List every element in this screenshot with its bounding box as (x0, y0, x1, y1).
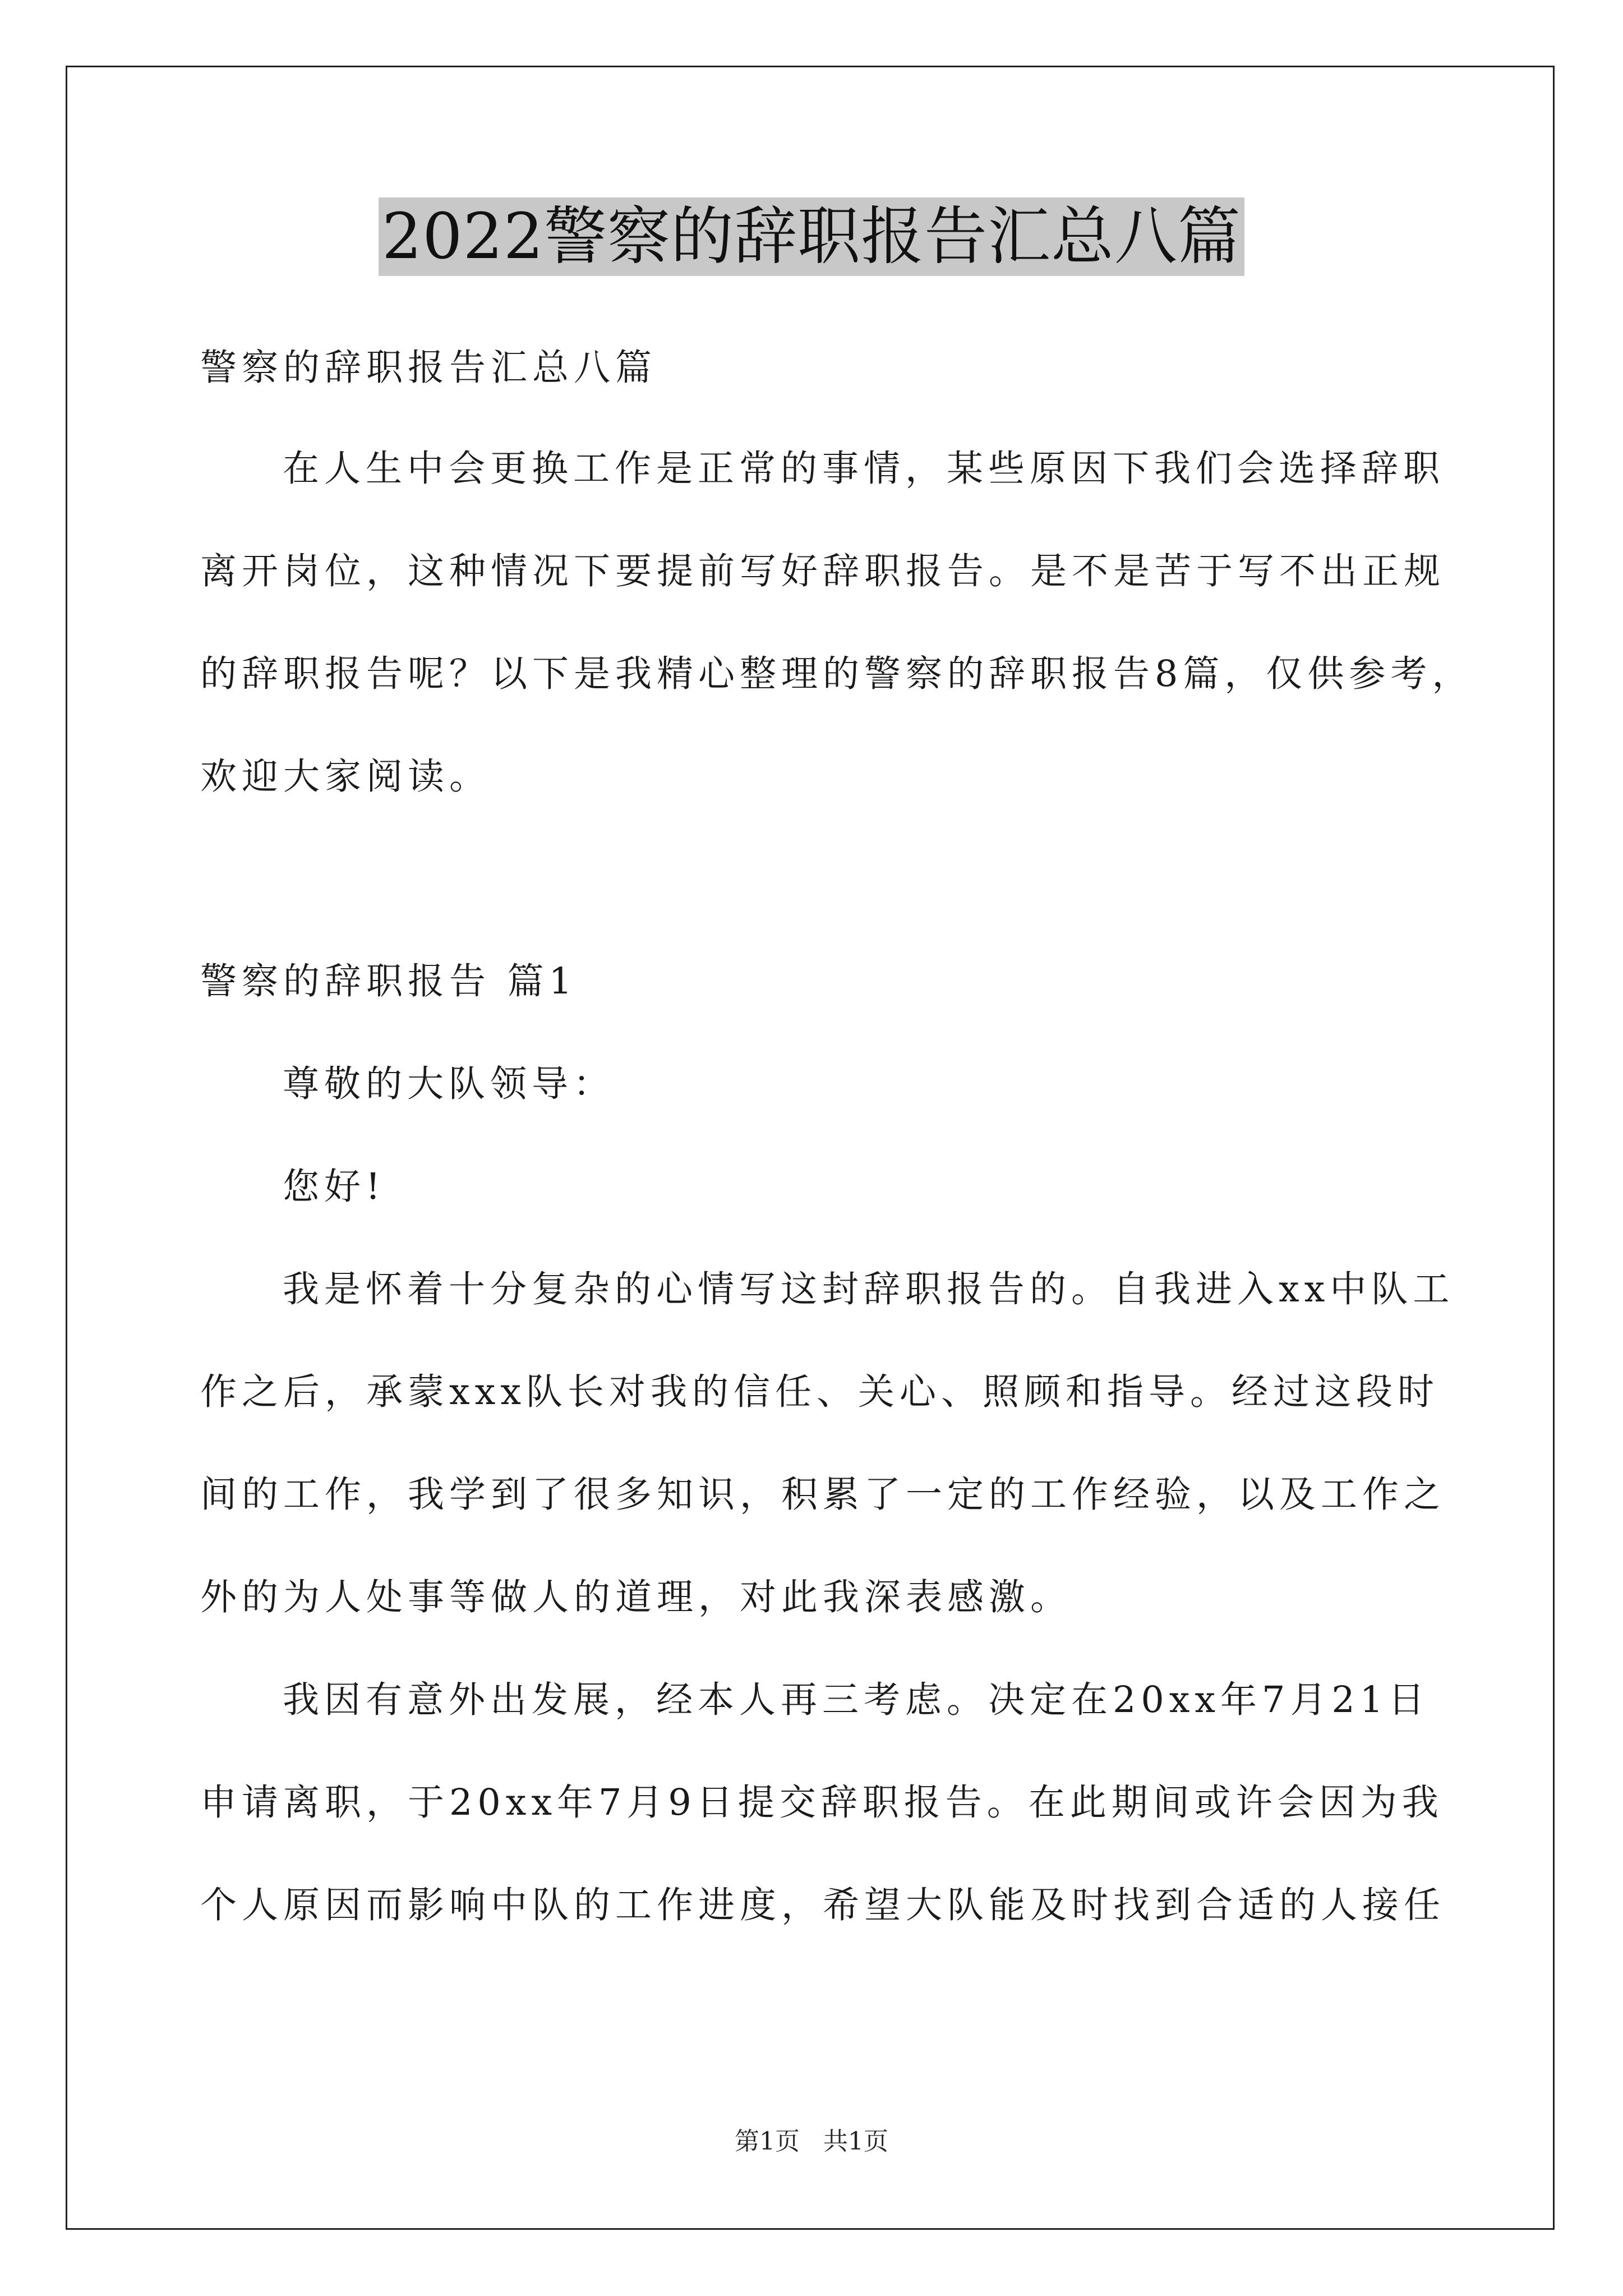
paragraph-line: 外的为人处事等做人的道理，对此我深表感激。 (200, 1576, 1072, 1618)
paragraph-line: 作之后，承蒙xxx队长对我的信任、关心、照顾和指导。经过这段时 (200, 1371, 1439, 1413)
intro-line: 在人生中会更换工作是正常的事情，某些原因下我们会选择辞职 (283, 448, 1445, 490)
document-body (200, 337, 1474, 1934)
document-title: 2022警察的辞职报告汇总八篇 (379, 197, 1244, 276)
paragraph-line: 我因有意外出发展，经本人再三考虑。决定在20xx年7月21日 (283, 1679, 1430, 1721)
salutation: 尊敬的大队领导： (283, 1063, 615, 1105)
paragraph-line: 申请离职，于20xx年7月9日提交辞职报告。在此期间或许会因为我 (200, 1782, 1444, 1824)
paragraph-line: 个人原因而影响中队的工作进度，希望大队能及时找到合适的人接任 (200, 1884, 1446, 1926)
greeting: 您好! (283, 1166, 386, 1208)
paragraph-line: 间的工作，我学到了很多知识，积累了一定的工作经验，以及工作之 (200, 1474, 1446, 1516)
paragraph-line: 我是怀着十分复杂的心情写这封辞职报告的。自我进入xx中队工 (283, 1268, 1455, 1310)
intro-line: 离开岗位，这种情况下要提前写好辞职报告。是不是苦于写不出正规 (200, 550, 1446, 592)
intro-line: 的辞职报告呢？以下是我精心整理的警察的辞职报告8篇，仅供参考， (200, 653, 1474, 695)
intro-line: 欢迎大家阅读。 (200, 756, 491, 798)
title-container (0, 197, 1623, 276)
page-footer: 第1页 共1页 (735, 2127, 888, 2156)
section-heading: 警察的辞职报告 篇1 (200, 960, 578, 1002)
subtitle: 警察的辞职报告汇总八篇 (200, 347, 657, 389)
